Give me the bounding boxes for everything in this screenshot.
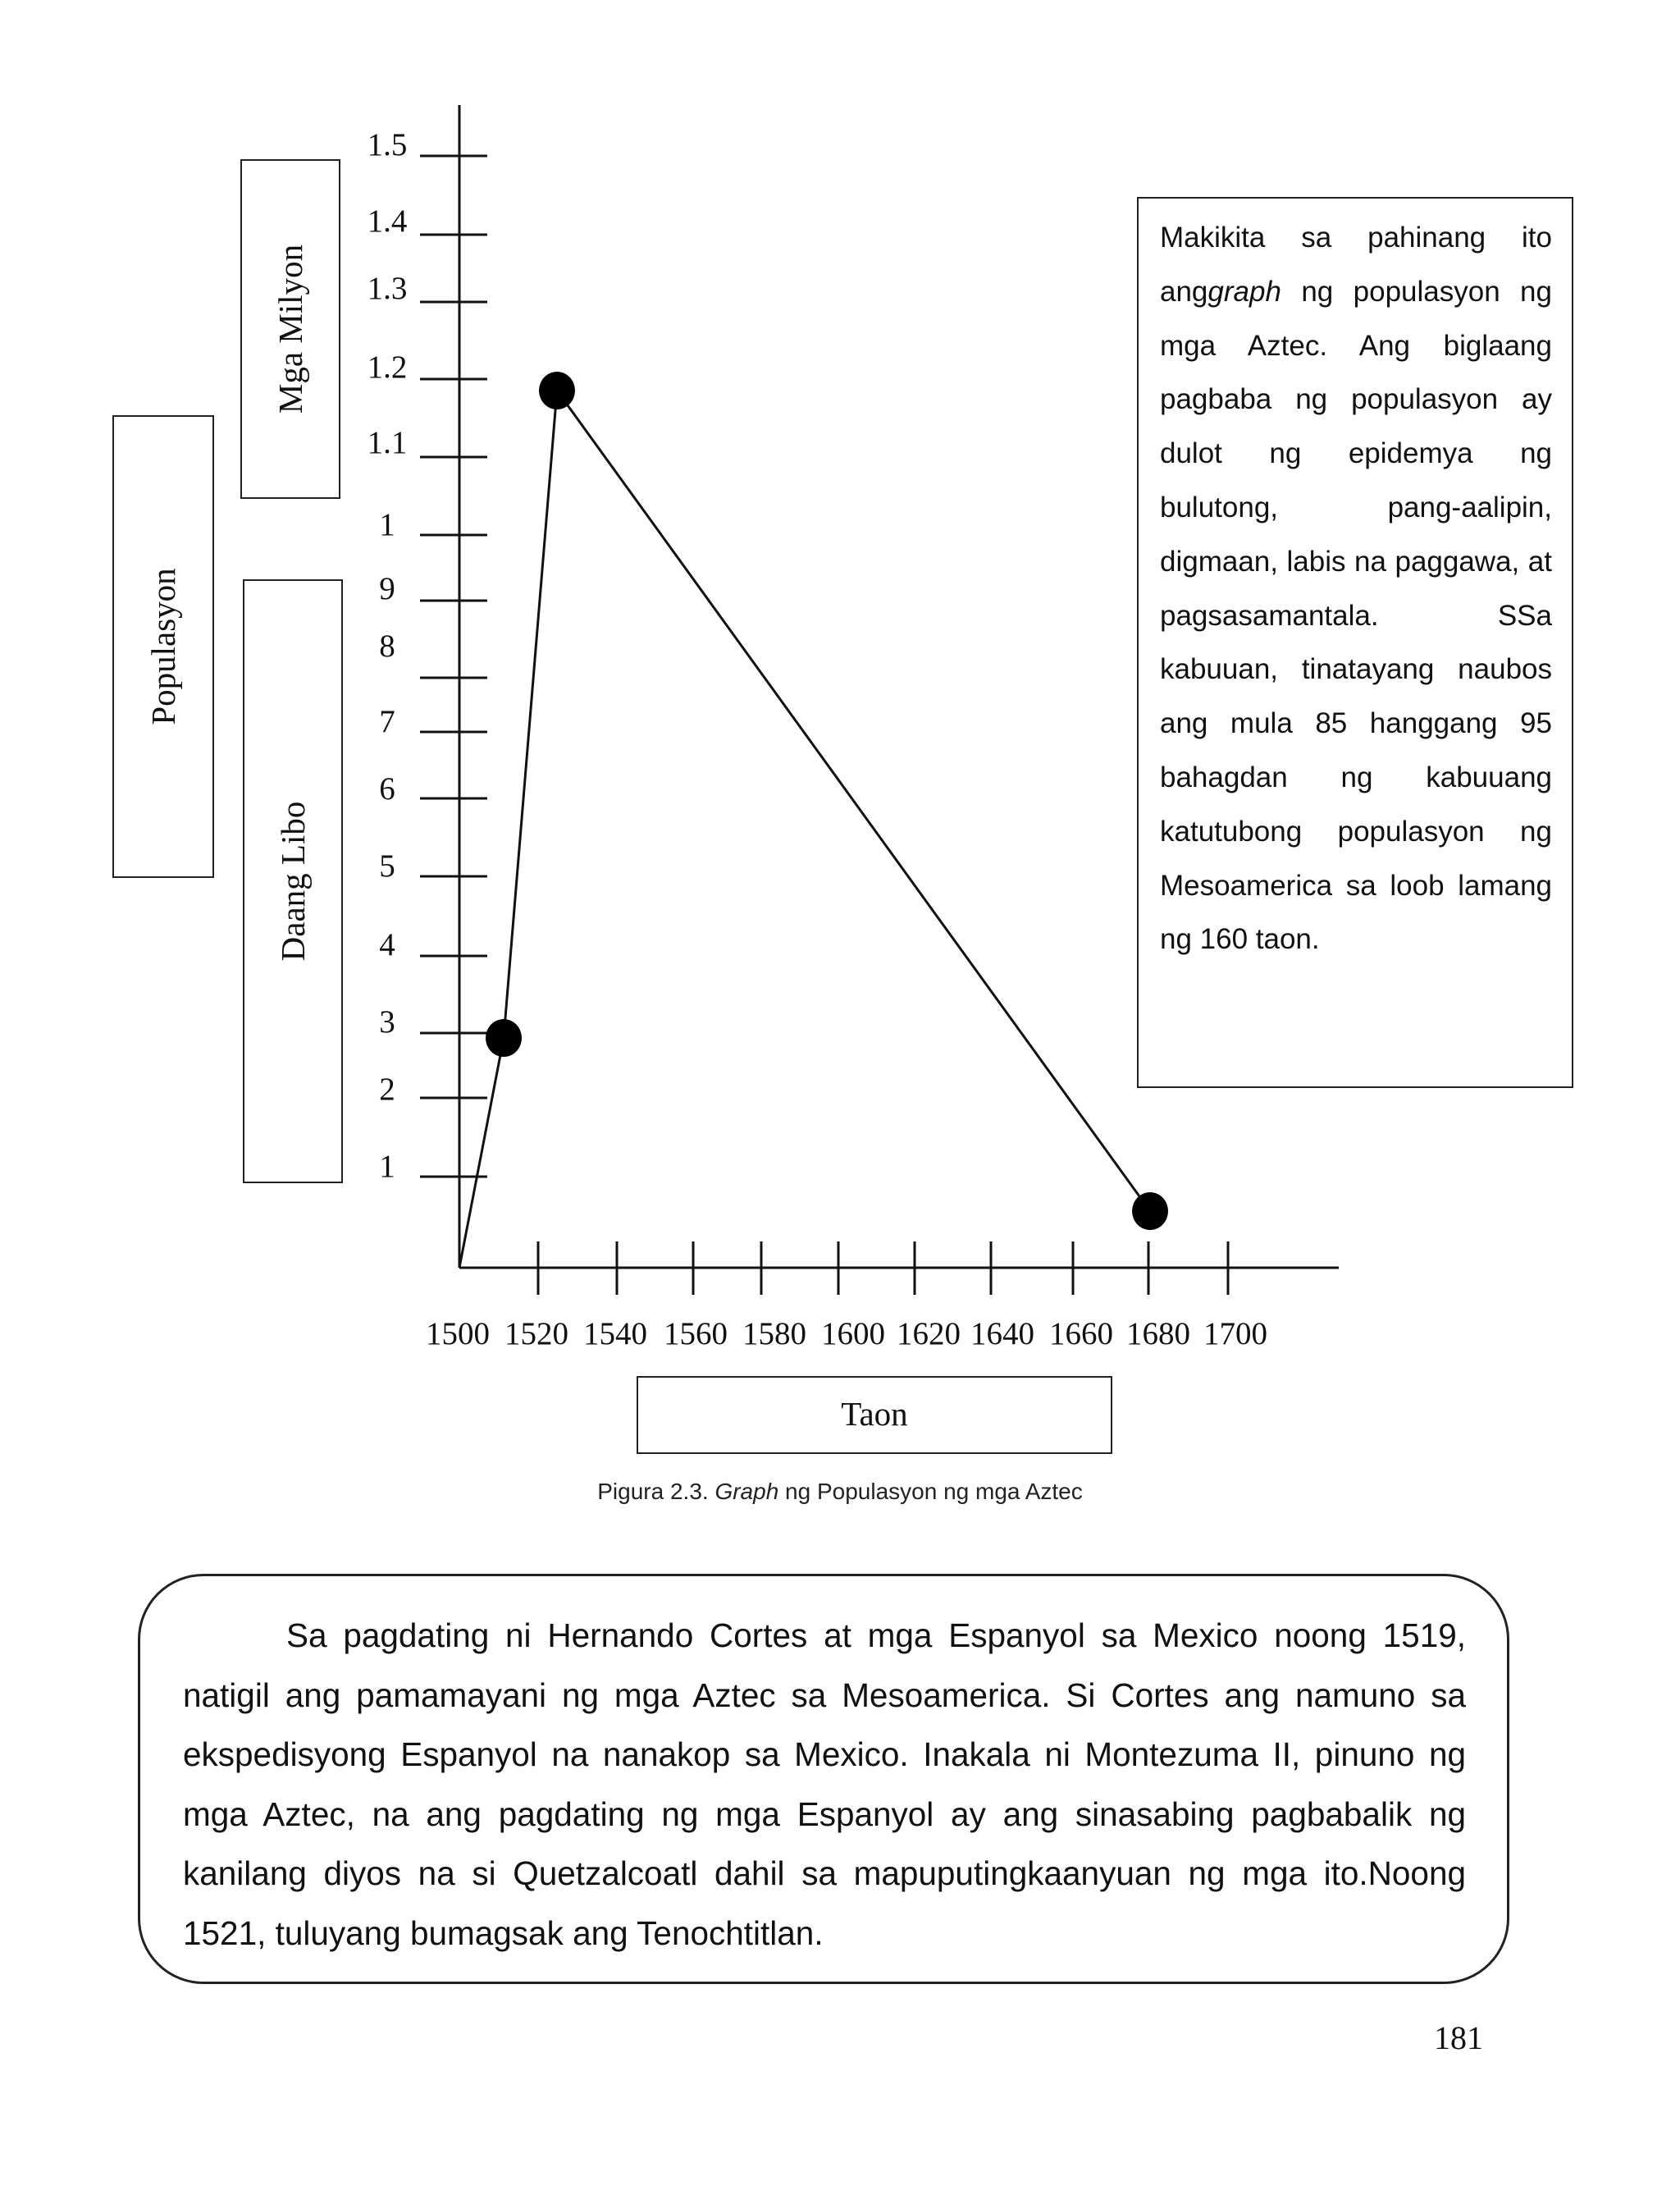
x-tick-label: 1520 — [504, 1316, 568, 1351]
x-tick-label: 1580 — [742, 1316, 806, 1351]
x-tick-label: 1540 — [583, 1316, 647, 1351]
data-point-marker — [486, 1019, 522, 1057]
population-series-line — [459, 391, 1150, 1268]
x-tick-label: 1620 — [897, 1316, 961, 1351]
y-tick-label: 4 — [379, 927, 395, 962]
x-tick-label: 1660 — [1049, 1316, 1113, 1351]
y-tick-label: 6 — [379, 771, 395, 807]
x-tick-label: 1600 — [821, 1316, 885, 1351]
caption-italic: Graph — [714, 1479, 779, 1504]
y-axis-label: Populasyon — [144, 568, 182, 725]
description-text-2: ng populasyon ng mga Aztec. Ang biglaang pagbaba ng populasyon ay dulot ng epidemya ng bulutong, pang-aalipin, digmaan, labis na paggawa, at pagsasamantala. SSa kabuuan, tinatayang naubos ang mula 85 hanggang 95 bahagdan ng kabuuang katutubong populasyon ng Mesoamerica sa loob lamang ng 160 taon. — [1160, 275, 1552, 956]
y-tick-label: 1.5 — [367, 127, 408, 162]
y-tick-label: 1.4 — [367, 203, 408, 239]
lower-unit-label: Daang Libo — [274, 801, 312, 962]
y-tick-label: 9 — [379, 571, 395, 606]
upper-unit-box — [240, 159, 340, 499]
y-tick-label: 1.3 — [367, 271, 408, 306]
figure-caption — [0, 1479, 1680, 1505]
description-text-1: Makikita sa pahinang ito ang — [1160, 222, 1552, 308]
caption-suffix: ng Populasyon ng mga Aztec — [778, 1479, 1083, 1504]
x-axis-label: Taon — [841, 1395, 908, 1433]
x-axis-label-box — [637, 1376, 1112, 1454]
y-tick-label: 1.1 — [367, 425, 408, 460]
y-tick-label: 7 — [379, 704, 395, 739]
data-point-marker — [539, 372, 575, 409]
x-tick-label: 1680 — [1126, 1316, 1190, 1351]
upper-unit-label: Mga Milyon — [272, 244, 309, 414]
page-number: 181 — [1434, 2019, 1483, 2056]
x-tick-label: 1640 — [970, 1316, 1034, 1351]
story-box — [138, 1574, 1509, 1984]
y-tick-label: 1 — [379, 1149, 395, 1184]
description-box — [1137, 197, 1573, 1088]
y-tick-label: 1.2 — [367, 350, 408, 385]
description-text-italic: graph — [1208, 275, 1281, 308]
story-paragraph: Sa pagdating ni Hernando Cortes at mga Espanyol sa Mexico noong 1519, natigil ang pamamayani ng mga Aztec sa Mesoamerica. Si Cortes ang namuno sa ekspedisyong Espanyol na nanakop sa Mexico. Inakala ni Montezuma II, pinuno ng mga Aztec, na ang pagdating ng mga Espanyol ay ang sinasabing pagbabalik ng kanilang diyos na si Quetzalcoatl dahil sa mapuputingkaanyuan ng mga ito.Noong 1521, tuluyang bumagsak ang Tenochtitlan. — [183, 1616, 1466, 1952]
y-tick-label: 5 — [379, 848, 395, 884]
lower-unit-box — [243, 579, 343, 1183]
caption-prefix: Pigura 2.3. — [597, 1479, 715, 1504]
x-tick-label: 1560 — [664, 1316, 728, 1351]
y-tick-label: 8 — [379, 629, 395, 664]
x-tick-label: 1500 — [426, 1316, 490, 1351]
y-tick-label: 1 — [379, 507, 395, 542]
data-point-marker — [1132, 1192, 1168, 1230]
y-tick-label: 2 — [379, 1072, 395, 1107]
x-tick-label: 1700 — [1203, 1316, 1267, 1351]
ylabel-box — [112, 415, 214, 878]
y-tick-label: 3 — [379, 1004, 395, 1040]
